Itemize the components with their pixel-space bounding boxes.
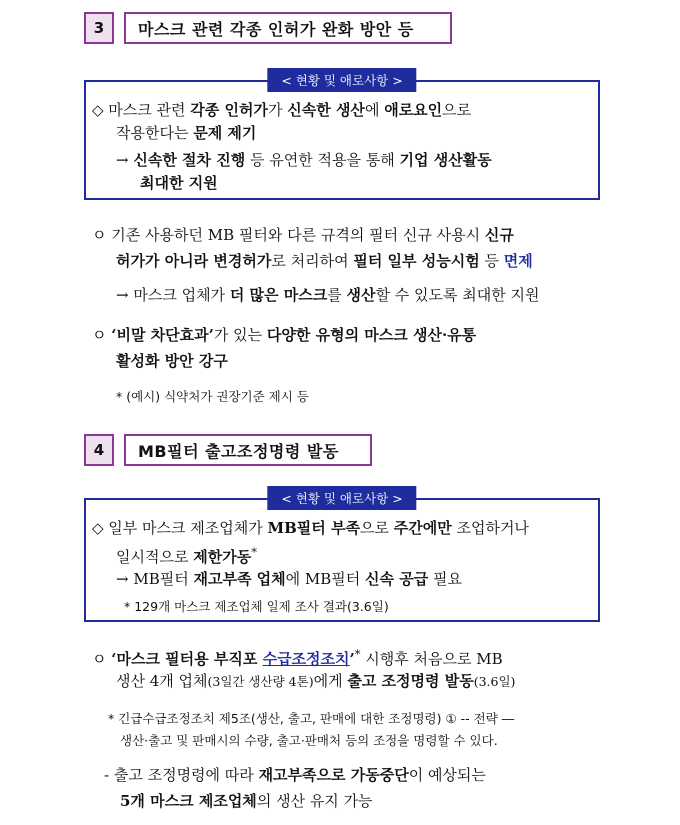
section-3-situation-tab: < 현황 및 애로사항 > (267, 68, 416, 92)
s3-para-1-line-3: → 마스크 업체가 더 많은 마스크를 생산할 수 있도록 최대한 지원 (116, 286, 540, 304)
s4-box-note: * 129개 마스크 제조업체 일제 조사 결과(3.6일) (124, 599, 389, 614)
section-4-number: 4 (84, 434, 114, 466)
s4-box-line-3: → MB필터 재고부족 업체에 MB필터 신속 공급 필요 (116, 570, 462, 588)
s3-para-2-line-1: ㅇ ‘비말 차단효과’가 있는 다양한 유형의 마스크 생산·유통 (92, 326, 477, 344)
section-3-title: 마스크 관련 각종 인허가 완화 방안 등 (124, 12, 452, 44)
s4-para-2-line-2: 5개 마스크 제조업체의 생산 유지 가능 (120, 792, 373, 810)
s3-box-line-1: ◇ 마스크 관련 각종 인허가가 신속한 생산에 애로요인으로 (92, 101, 472, 119)
s4-note-line-2: 생산·출고 및 판매시의 수량, 출고·판매처 등의 조정을 명령할 수 있다. (120, 733, 498, 748)
s4-box-line-1: ◇ 일부 마스크 제조업체가 MB필터 부족으로 주간에만 조업하거나 (92, 519, 529, 537)
section-4-title: MB필터 출고조정명령 발동 (124, 434, 372, 466)
s4-para-1-line-1: ㅇ ‘마스크 필터용 부직포 수급조정조치’* 시행후 처음으로 MB (92, 647, 503, 668)
section-4-situation-tab: < 현황 및 애로사항 > (267, 486, 416, 510)
section-3-header (84, 12, 452, 44)
section-3-number: 3 (84, 12, 114, 44)
s3-note: * (예시) 식약처가 권장기준 제시 등 (116, 389, 309, 404)
s4-para-2-line-1: - 출고 조정명령에 따라 재고부족으로 가동중단이 예상되는 (104, 766, 486, 784)
s3-para-2-line-2: 활성화 방안 강구 (116, 352, 228, 370)
s3-box-line-2: 작용한다는 문제 제기 (116, 124, 257, 142)
s3-box-line-3: → 신속한 절차 진행 등 유연한 적용을 통해 기업 생산활동 (116, 151, 492, 169)
s3-box-line-4: 최대한 지원 (140, 174, 218, 192)
s4-para-1-line-2: 생산 4개 업체(3일간 생산량 4톤)에게 출고 조정명령 발동(3.6일) (116, 672, 516, 690)
s4-box-line-2: 일시적으로 제한가동* (116, 545, 257, 566)
s4-note-line-1: * 긴급수급조정조치 제5조(생산, 출고, 판매에 대한 조정명령) ① -- 전략 ― (108, 711, 515, 726)
section-4-header (84, 434, 372, 466)
s3-para-1-line-2: 허가가 아니라 변경허가로 처리하여 필터 일부 성능시험 등 면제 (116, 252, 533, 270)
s3-para-1-line-1: ㅇ 기존 사용하던 MB 필터와 다른 규격의 필터 신규 사용시 신규 (92, 226, 514, 244)
